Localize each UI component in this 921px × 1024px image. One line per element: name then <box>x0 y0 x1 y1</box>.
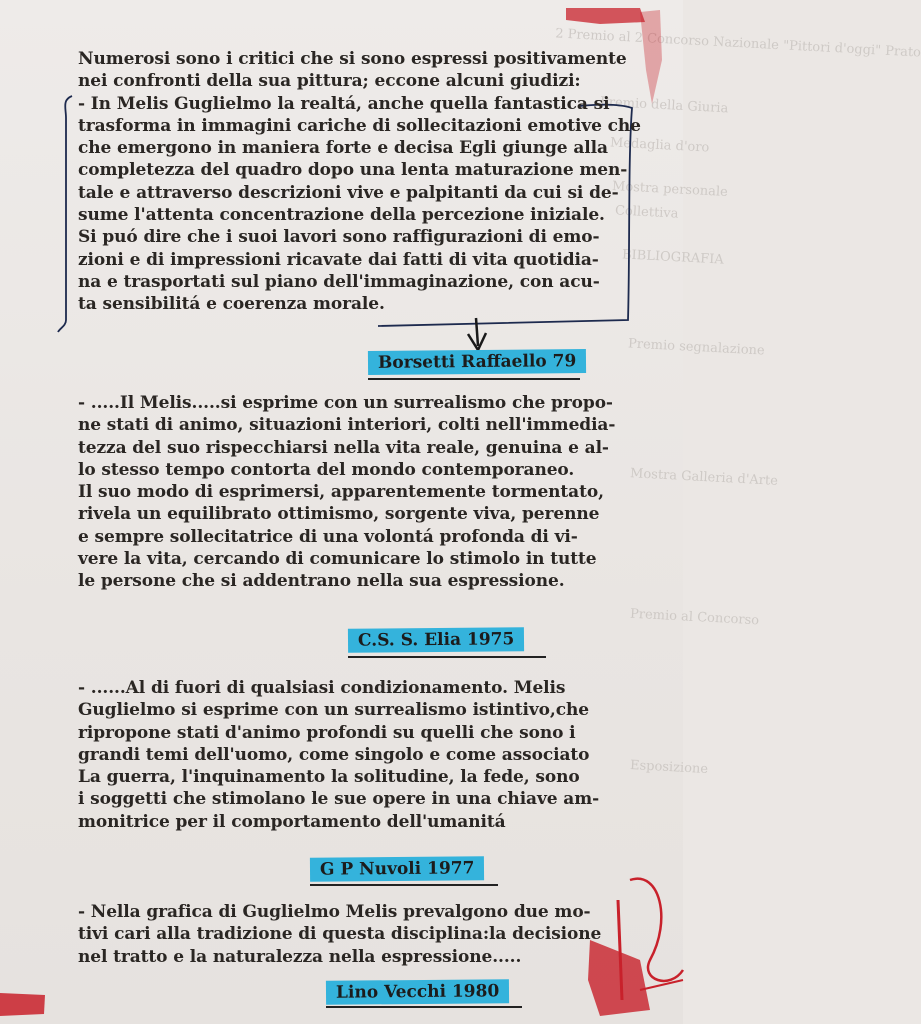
author-underline-4 <box>326 1006 522 1008</box>
quote-line: zioni e di impressioni ricavate dai fatti di vita quotidia- <box>78 249 599 270</box>
quote-line: le persone che si addentrano nella sua espressione. <box>78 571 565 592</box>
quote-line: nei confronti della sua pittura; eccone alcuni giudizi: <box>78 71 581 92</box>
author-underline-3 <box>310 884 498 886</box>
quote-line: Guglielmo si esprime con un surrealismo istintivo,che <box>78 700 589 721</box>
quote-line: grandi temi dell'uomo, come singolo e come associato <box>78 744 590 765</box>
critic-quote-3 <box>78 677 626 833</box>
quote-line: i soggetti che stimolano le sue opere in una chiave am- <box>78 789 600 810</box>
quote-line: tivi cari alla tradizione di questa disciplina:la decisione <box>78 924 602 945</box>
quote-line: completezza del quadro dopo una lenta maturazione men- <box>78 160 628 181</box>
quote-line: Il suo modo di esprimersi, apparentemente tormentato, <box>78 482 604 503</box>
quote-line: Numerosi sono i critici che si sono espressi positivamente <box>78 49 627 69</box>
quote-line: ripropone stati d'animo profondi su quelli che sono i <box>78 722 576 743</box>
quote-line: monitrice per il comportamento dell'umanitá <box>78 811 506 832</box>
quote-line: - Nella grafica di Guglielmo Melis prevalgono due mo- <box>78 902 591 922</box>
ghost-text: 2 Premio al 2 Concorso Nazionale "Pittori d'oggi" Prato <box>554 26 921 61</box>
quote-line: tezza del suo rispecchiarsi nella vita reale, genuina e al- <box>78 437 609 458</box>
ghost-text: Esposizione <box>629 757 709 778</box>
critic-quote-4 <box>78 901 602 968</box>
ghost-text: BIBLIOGRAFIA <box>621 247 725 268</box>
critic-quote-1 <box>78 48 641 316</box>
quote-line: trasforma in immagini cariche di sollecitazioni emotive che <box>78 115 641 136</box>
quote-line: nel tratto e la naturalezza nella espressione..... <box>78 946 522 967</box>
ghost-text: Premio al Concorso <box>629 606 760 629</box>
quote-line: - .....Il Melis.....si esprime con un surrealismo che propo- <box>78 393 613 413</box>
quote-line: - ......Al di fuori di qualsiasi condizionamento. Melis <box>78 678 566 698</box>
critic-quote-2 <box>78 392 626 593</box>
author-highlight-3: G P Nuvoli 1977 <box>310 856 485 882</box>
quote-line: e sempre sollecitatrice di una volontá profonda di vi- <box>78 526 578 547</box>
author-highlight-1: Borsetti Raffaello 79 <box>368 349 586 375</box>
quote-line: rivela un equilibrato ottimismo, sorgente viva, perenne <box>78 504 600 525</box>
quote-line: lo stesso tempo contorta del mondo contemporaneo. <box>78 459 575 480</box>
ghost-text: Mostra Galleria d'Arte <box>629 466 779 489</box>
quote-line: na e trasportati sul piano dell'immaginazione, con acu- <box>78 271 600 292</box>
quote-line: - In Melis Guglielmo la realtá, anche quella fantastica si <box>78 93 610 114</box>
ghost-text: Premio segnalazione <box>627 336 766 359</box>
quote-line: vere la vita, cercando di comunicare lo stimolo in tutte <box>78 549 597 570</box>
quote-line: che emergono in maniera forte e decisa Egli giunge alla <box>78 138 608 159</box>
quote-line: tale e attraverso descrizioni vive e palpitanti da cui si de- <box>78 182 619 203</box>
ghost-text: Medaglia d'oro <box>609 135 710 156</box>
author-underline-1 <box>368 378 580 380</box>
ghost-text: Premio della Giuria <box>599 94 729 117</box>
quote-line: Si puó dire che i suoi lavori sono raffigurazioni di emo- <box>78 227 600 248</box>
quote-line: sume l'attenta concentrazione della percezione iniziale. <box>78 205 605 226</box>
author-underline-2 <box>348 656 546 658</box>
quote-line: La guerra, l'inquinamento la solitudine, la fede, sono <box>78 767 580 788</box>
author-highlight-2: C.S. S. Elia 1975 <box>348 627 524 653</box>
quote-line: ta sensibilitá e coerenza morale. <box>78 294 385 315</box>
author-highlight-4: Lino Vecchi 1980 <box>326 979 509 1005</box>
quote-line: ne stati di animo, situazioni interiori, colti nell'immedia- <box>78 415 616 436</box>
ghost-text: Collettiva <box>614 203 679 222</box>
ghost-text: Mostra personale <box>611 178 729 201</box>
